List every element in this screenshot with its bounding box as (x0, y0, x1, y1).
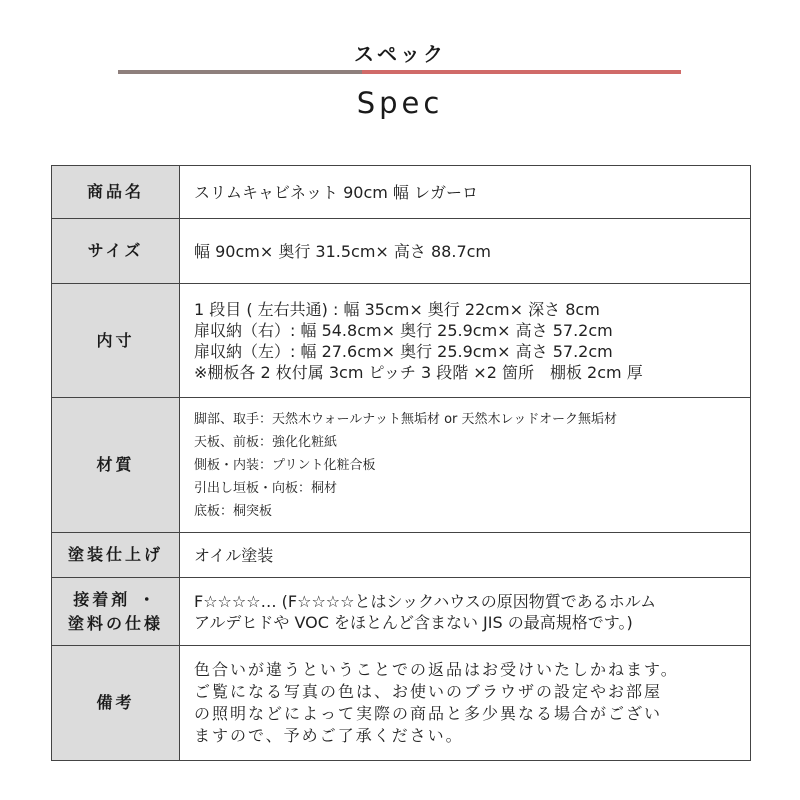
value-line: アルデヒドや VOC をほとんど含まない JIS の最高規格です。) (194, 612, 633, 632)
row-value (180, 166, 751, 219)
table-row-inner-dimensions (52, 284, 751, 398)
table-row-product-name (52, 166, 751, 219)
value-line: 天板、前板：強化化粧紙 (194, 434, 338, 450)
label-line: 接着剤 ・ (73, 589, 158, 609)
row-value (180, 284, 751, 398)
value-line: オイル塗装 (194, 545, 274, 565)
value-line: スリムキャビネット 90cm 幅 レガーロ (194, 182, 479, 202)
value-line: F☆☆☆☆… (F☆☆☆☆とはシックハウスの原因物質であるホルム (194, 591, 657, 611)
row-value (180, 398, 751, 533)
value-line: 扉収納（左）: 幅 27.6cm× 奥行 25.9cm× 高さ 57.2cm (194, 341, 613, 361)
divider-right-segment (362, 70, 681, 74)
value-line: 側板・内装：プリント化粧合板 (194, 457, 376, 473)
spec-heading-jp: スペック (354, 42, 446, 66)
value-line: 色合いが違うということでの返品はお受けいたしかねます。 (194, 660, 679, 679)
table-row-adhesive-spec (52, 578, 751, 646)
value-line: 底板：桐突板 (194, 503, 273, 519)
value-line: 1 段目 ( 左右共通) : 幅 35cm× 奥行 22cm× 深さ 8cm (194, 299, 600, 319)
row-value (180, 578, 751, 646)
row-label: 材質 (52, 398, 180, 533)
heading-divider (118, 70, 681, 74)
row-label: 商品名 (52, 166, 180, 219)
value-line: 脚部、取手：天然木ウォールナット無垢材 or 天然木レッドオーク無垢材 (194, 411, 618, 427)
value-line: ますので、予めご了承ください。 (194, 726, 464, 745)
spec-heading-en: Spec (356, 86, 444, 120)
row-value (180, 646, 751, 761)
value-line: 扉収納（右）: 幅 54.8cm× 奥行 25.9cm× 高さ 57.2cm (194, 320, 613, 340)
table-row-material (52, 398, 751, 533)
row-label: サイズ (52, 219, 180, 284)
value-line: 引出し垣板・向板：桐材 (194, 480, 338, 496)
value-line: ご覧になる写真の色は、お使いのブラウザの設定やお部屋 (194, 682, 663, 701)
value-line: の照明などによって実際の商品と多少異なる場合がござい (194, 704, 663, 723)
value-line: 幅 90cm× 奥行 31.5cm× 高さ 88.7cm (194, 241, 492, 261)
spec-table (51, 165, 751, 761)
row-label: 塗装仕上げ (52, 533, 180, 578)
value-line: ※棚板各 2 枚付属 3cm ピッチ 3 段階 ×2 箇所 棚板 2cm 厚 (194, 362, 643, 382)
table-row-finish (52, 533, 751, 578)
row-label (52, 578, 180, 646)
row-label: 内寸 (52, 284, 180, 398)
table-row-size (52, 219, 751, 284)
row-value (180, 533, 751, 578)
divider-left-segment (118, 70, 362, 74)
label-line: 塗料の仕様 (67, 613, 163, 633)
row-label: 備考 (52, 646, 180, 761)
table-row-notes (52, 646, 751, 761)
row-value (180, 219, 751, 284)
